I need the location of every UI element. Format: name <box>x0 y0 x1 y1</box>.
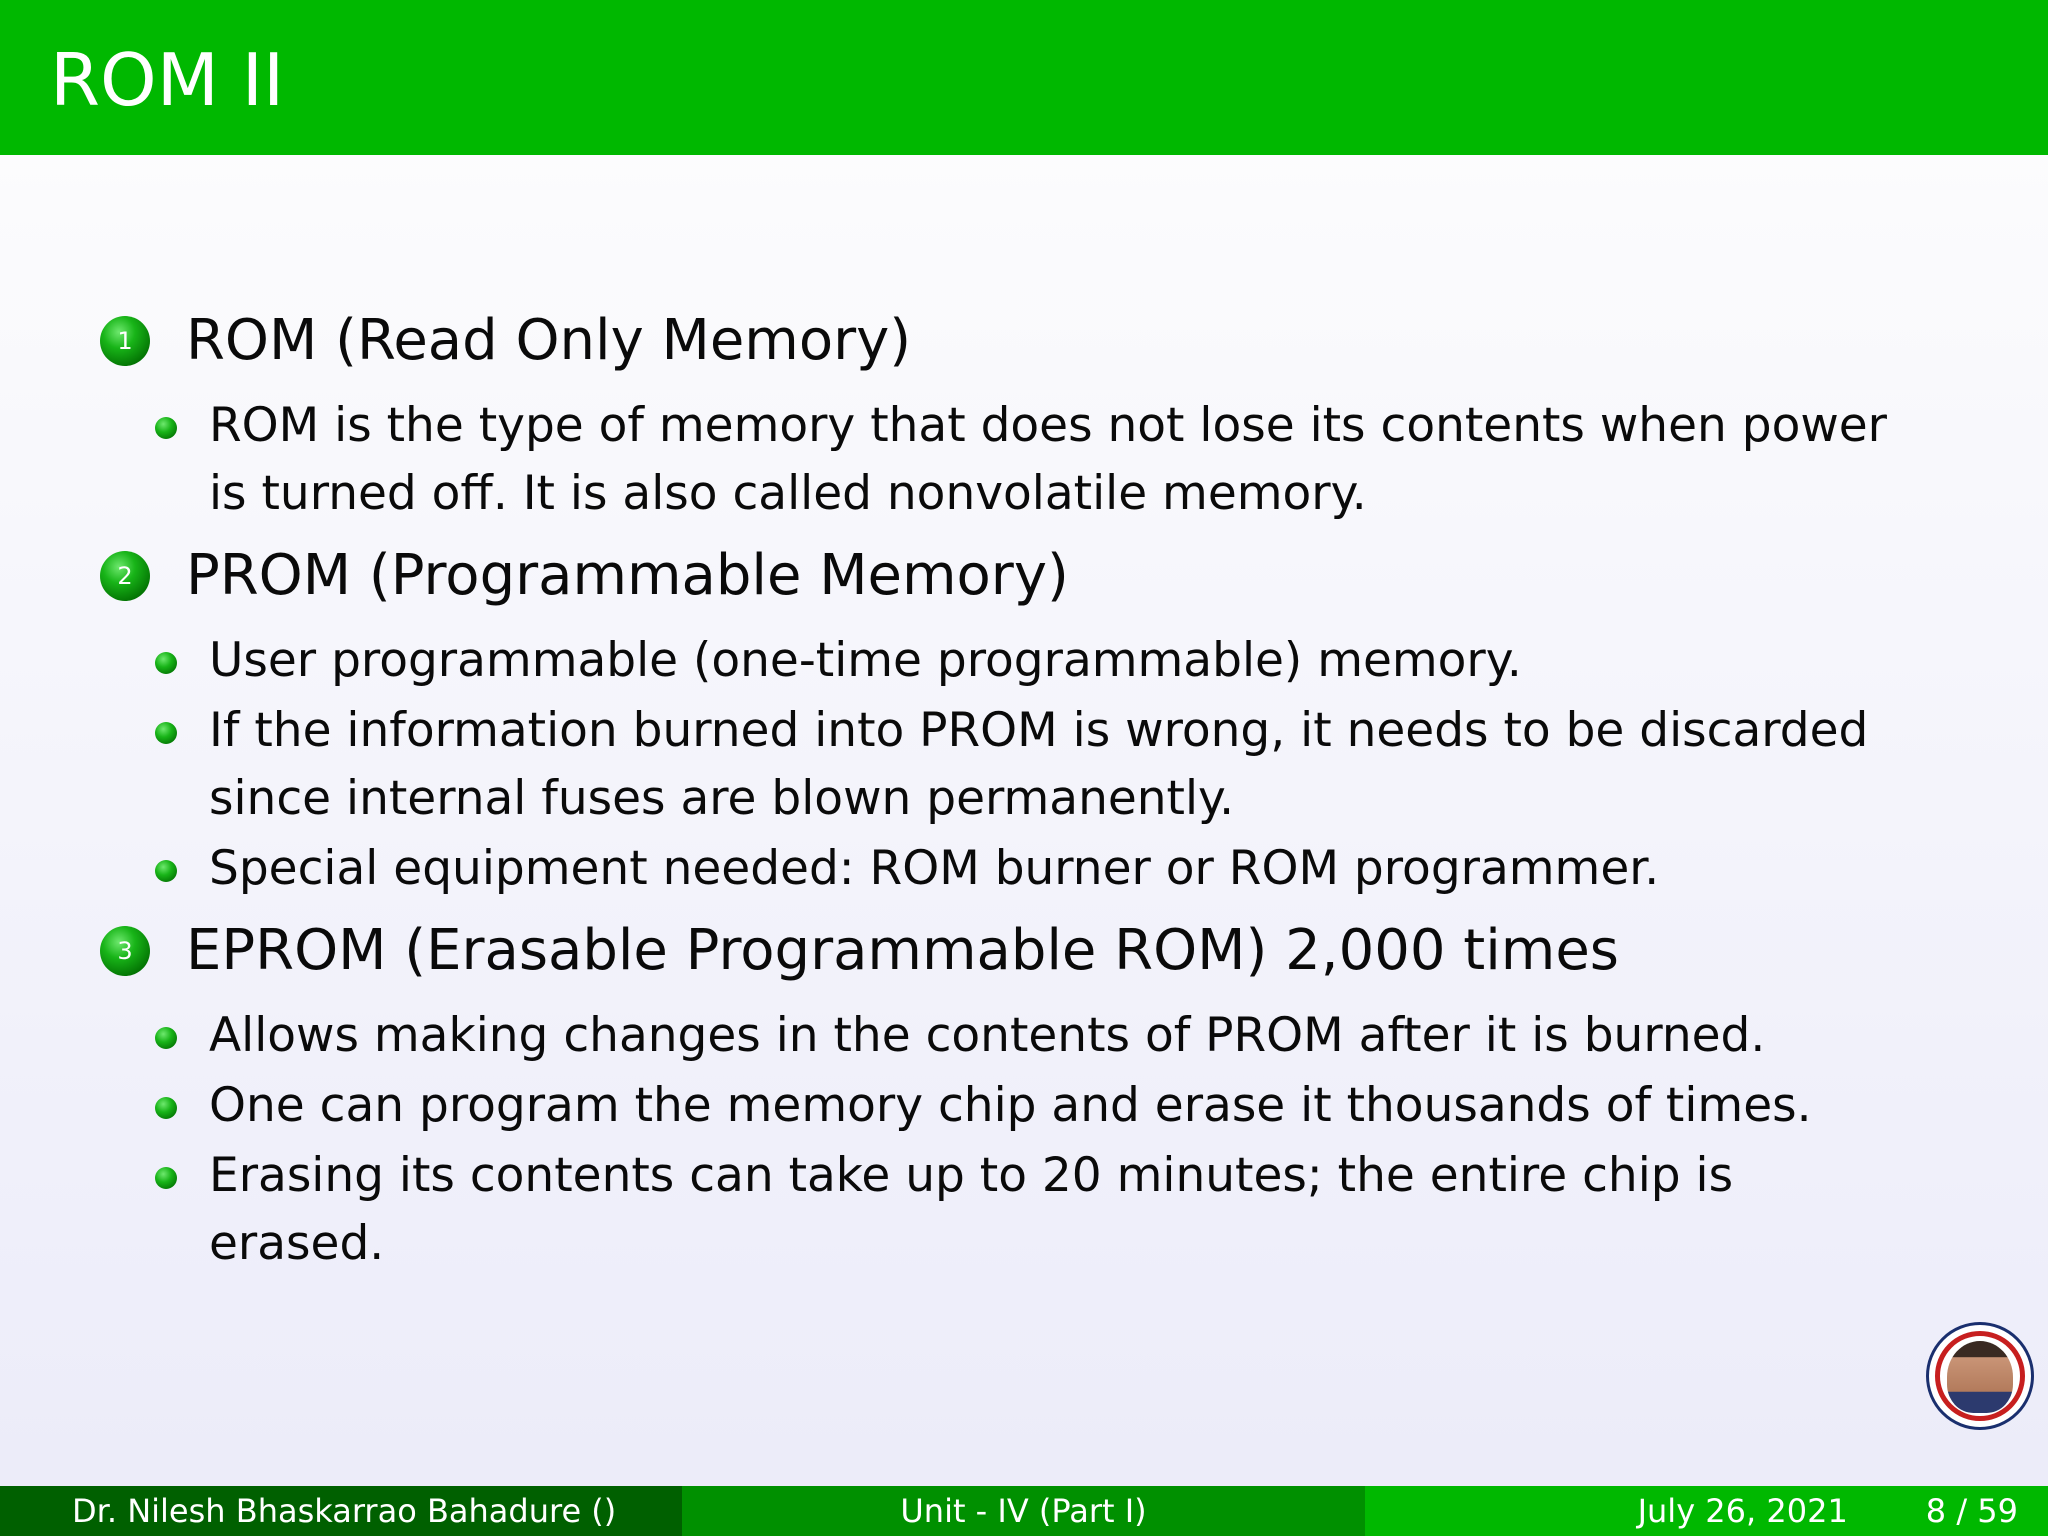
bullet-ball-icon <box>155 860 177 882</box>
bullet-item <box>155 392 1905 528</box>
sub-list-rom <box>155 392 1905 530</box>
bullet-item <box>155 697 1905 833</box>
enumerate-number-ball: 2 <box>100 551 150 601</box>
slide-title: ROM II <box>50 38 285 122</box>
bullet-item <box>155 835 1905 903</box>
enumerate-number-ball: 1 <box>100 316 150 366</box>
footer-bar <box>0 1486 2048 1536</box>
bullet-text: Erasing its contents can take up to 20 minutes; the entire chip is erased. <box>209 1148 1734 1271</box>
bullet-text: Allows making changes in the contents of PROM after it is burned. <box>209 1008 1766 1063</box>
bullet-text: If the information burned into PROM is wrong, it needs to be discarded since internal fuses are blown permanently. <box>209 703 1869 826</box>
sub-list-prom <box>155 627 1905 905</box>
bullet-text: Special equipment needed: ROM burner or ROM programmer. <box>209 841 1660 896</box>
enum-title: EPROM (Erasable Programmable ROM) 2,000 times <box>186 918 1619 983</box>
footer-author: Dr. Nilesh Bhaskarrao Bahadure () <box>0 1486 682 1536</box>
bullet-text: User programmable (one-time programmable) memory. <box>209 633 1522 688</box>
bullet-ball-icon <box>155 652 177 674</box>
bullet-item <box>155 627 1905 695</box>
bullet-item <box>155 1072 1905 1140</box>
bullet-ball-icon <box>155 1097 177 1119</box>
enumerate-number-ball: 3 <box>100 926 150 976</box>
enum-title: PROM (Programmable Memory) <box>186 543 1069 608</box>
sub-list-eprom <box>155 1002 1905 1280</box>
footer-date: July 26, 2021 <box>1637 1492 1848 1530</box>
bullet-text: One can program the memory chip and erase it thousands of times. <box>209 1078 1812 1133</box>
bullet-ball-icon <box>155 722 177 744</box>
academy-logo <box>1926 1322 2034 1430</box>
bullet-ball-icon <box>155 1027 177 1049</box>
enum-title: ROM (Read Only Memory) <box>186 308 912 373</box>
footer-unit: Unit - IV (Part I) <box>682 1486 1365 1536</box>
page-number: 8 / 59 <box>1925 1492 2018 1530</box>
footer-date-page <box>1365 1486 2048 1536</box>
bullet-text: ROM is the type of memory that does not lose its contents when power is turned off. It is also called nonvolatile memory. <box>209 398 1888 521</box>
presenter-portrait-icon <box>1947 1341 2013 1413</box>
bullet-item <box>155 1142 1905 1278</box>
bullet-ball-icon <box>155 1167 177 1189</box>
bullet-ball-icon <box>155 417 177 439</box>
bullet-item <box>155 1002 1905 1070</box>
